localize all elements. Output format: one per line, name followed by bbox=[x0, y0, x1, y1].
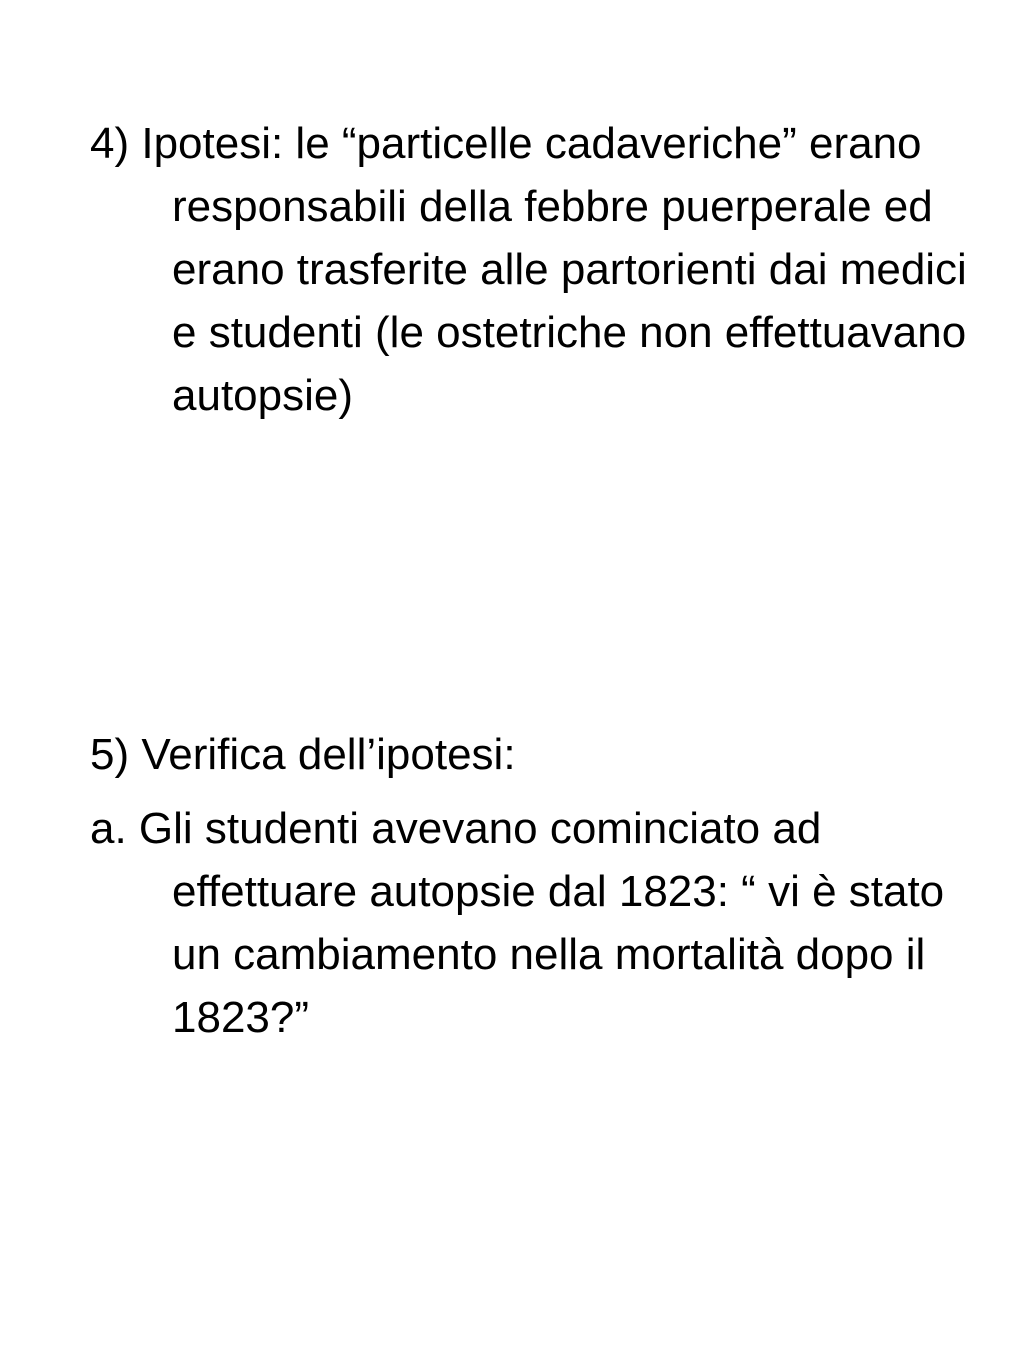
verification-heading: 5) Verifica dell’ipotesi: bbox=[90, 730, 516, 779]
hypothesis-section bbox=[90, 112, 970, 427]
verification-section bbox=[90, 723, 970, 1049]
verification-item-a: a. Gli studenti avevano cominciato ad effettuare autopsie dal 1823: “ vi è stato un cambiamento nella mortalità dopo il 1823?” bbox=[90, 804, 945, 1042]
hypothesis-text: 4) Ipotesi: le “particelle cadaveriche” erano responsabili della febbre puerperale ed erano trasferite alle partorienti dai medici e studenti (le ostetriche non effettuavano autopsie) bbox=[90, 119, 967, 420]
